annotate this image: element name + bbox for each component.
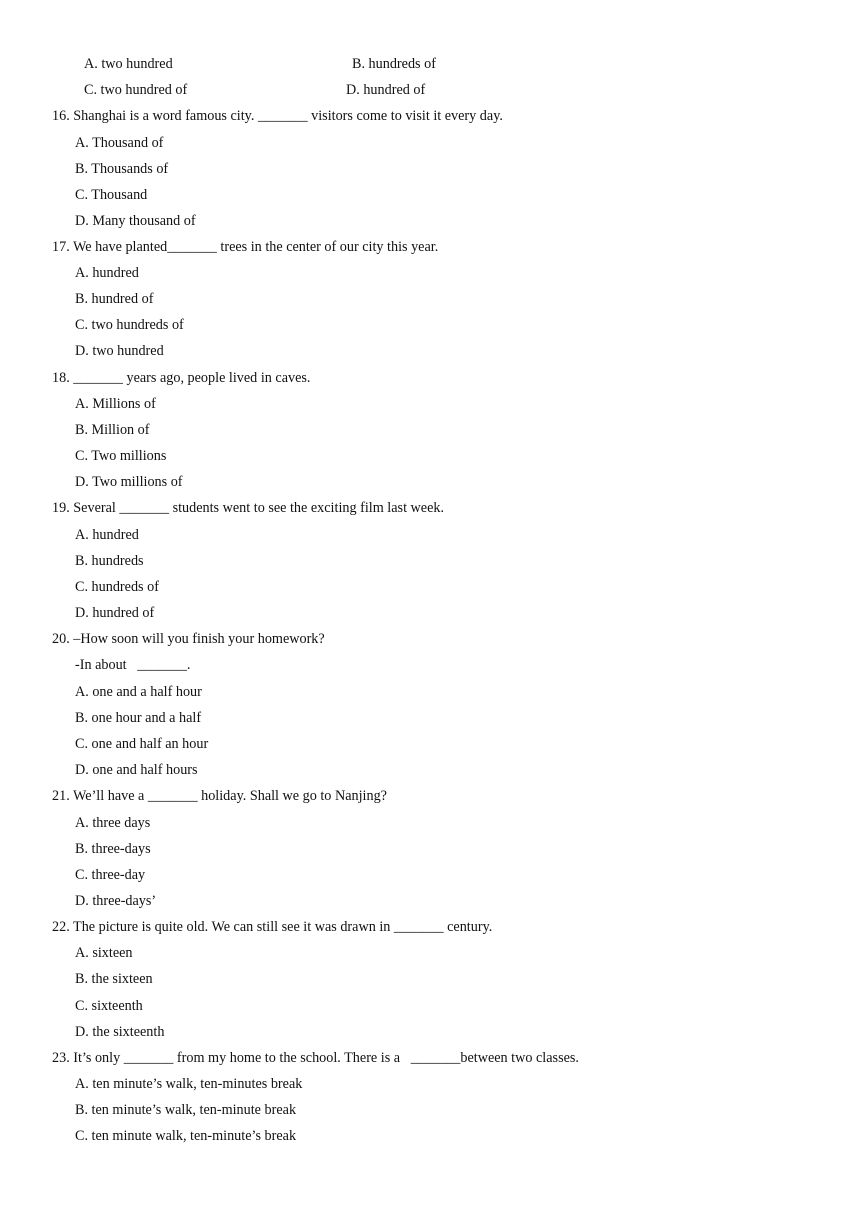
- question-19-stem: 19. Several _______ students went to see the exciting film last week.: [52, 500, 445, 516]
- question-22-stem: 22. The picture is quite old. We can still see it was drawn in _______ century.: [52, 919, 493, 935]
- q18-option-c: C. Two millions: [75, 448, 167, 464]
- q17-option-b: B. hundred of: [75, 291, 154, 307]
- q17-option-a: A. hundred: [75, 265, 139, 281]
- q16-option-b: B. Thousands of: [75, 161, 169, 177]
- q21-option-a: A. three days: [75, 815, 151, 831]
- question-17-stem: 17. We have planted_______ trees in the center of our city this year.: [52, 239, 439, 255]
- q17-option-d: D. two hundred: [75, 343, 164, 359]
- q20-option-a: A. one and a half hour: [75, 684, 202, 700]
- q19-option-c: C. hundreds of: [75, 579, 159, 595]
- q20-option-b: B. one hour and a half: [75, 710, 202, 726]
- q18-option-b: B. Million of: [75, 422, 150, 438]
- q22-option-c: C. sixteenth: [75, 998, 143, 1014]
- q19-option-a: A. hundred: [75, 527, 139, 543]
- q23-option-a: A. ten minute’s walk, ten-minutes break: [75, 1076, 303, 1092]
- q19-option-d: D. hundred of: [75, 605, 155, 621]
- q15-option-c: C. two hundred of: [84, 82, 188, 98]
- q17-option-c: C. two hundreds of: [75, 317, 184, 333]
- question-21-stem: 21. We’ll have a _______ holiday. Shall we go to Nanjing?: [52, 788, 387, 804]
- q15-option-d: D. hundred of: [346, 82, 426, 98]
- q20-option-c: C. one and half an hour: [75, 736, 209, 752]
- question-18-stem: 18. _______ years ago, people lived in caves.: [52, 370, 311, 386]
- q21-option-d: D. three-days’: [75, 893, 157, 909]
- question-23-stem: 23. It’s only _______ from my home to the school. There is a _______between two classes.: [52, 1050, 579, 1066]
- q21-option-b: B. three-days: [75, 841, 151, 857]
- q16-option-c: C. Thousand: [75, 187, 148, 203]
- q23-option-c: C. ten minute walk, ten-minute’s break: [75, 1128, 297, 1144]
- q22-option-a: A. sixteen: [75, 945, 133, 961]
- q20-option-d: D. one and half hours: [75, 762, 198, 778]
- q23-option-b: B. ten minute’s walk, ten-minute break: [75, 1102, 297, 1118]
- q16-option-a: A. Thousand of: [75, 135, 164, 151]
- question-20-reply: -In about _______.: [75, 657, 191, 673]
- q18-option-a: A. Millions of: [75, 396, 156, 412]
- q16-option-d: D. Many thousand of: [75, 213, 196, 229]
- question-16-stem: 16. Shanghai is a word famous city. _______ visitors come to visit it every day.: [52, 108, 503, 124]
- q21-option-c: C. three-day: [75, 867, 146, 883]
- q15-option-b: B. hundreds of: [352, 56, 436, 72]
- question-20-stem: 20. –How soon will you finish your homework?: [52, 631, 325, 647]
- q18-option-d: D. Two millions of: [75, 474, 183, 490]
- q22-option-d: D. the sixteenth: [75, 1024, 165, 1040]
- q19-option-b: B. hundreds: [75, 553, 144, 569]
- q15-option-a: A. two hundred: [84, 56, 173, 72]
- q22-option-b: B. the sixteen: [75, 971, 153, 987]
